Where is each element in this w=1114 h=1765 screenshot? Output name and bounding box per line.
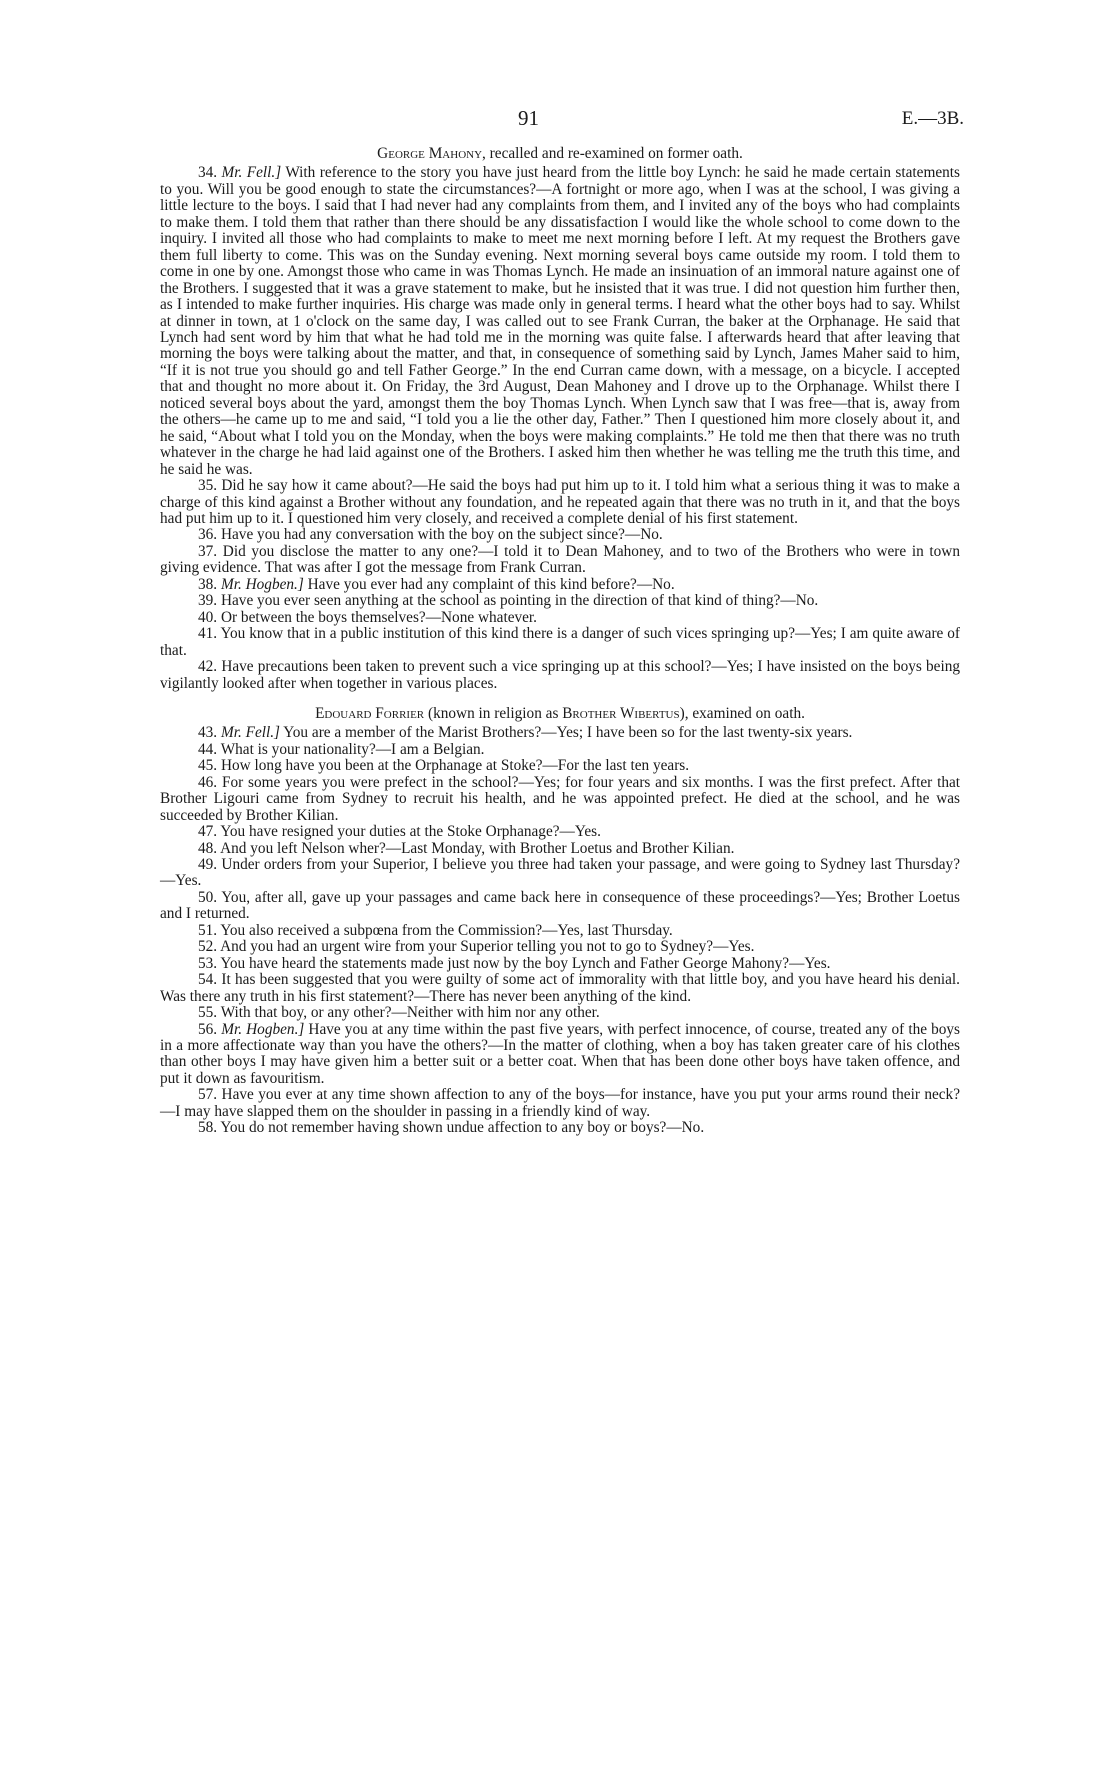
testimony-paragraph [160,923,960,939]
testimony-paragraph [160,939,960,955]
question-number: 46. [198,773,218,791]
question-number: 38. [198,575,218,593]
testimony-paragraph [160,165,960,478]
question-number: 50. [198,888,218,906]
document-reference: E.—3B. [901,108,964,129]
testimony-text: You are a member of the Marist Brothers?—Yes; I have been so for the last twenty-six years. [280,724,853,742]
examiner-name: Mr. Hogben.] [221,1020,305,1038]
testimony-paragraph [160,1005,960,1021]
question-number: 37. [198,542,218,560]
testimony-paragraph [160,577,960,593]
testimony-text: What is your nationality?—I am a Belgian. [220,740,485,758]
question-number: 34. [198,164,218,182]
testimony-text: Have you ever at any time shown affection to any of the boys—for instance, have you put your arms round their neck?—I may have slapped them on the shoulder in passing in a friendly kind of way. [160,1086,960,1120]
testimony-paragraph [160,841,960,857]
testimony-paragraph [160,659,960,692]
testimony-paragraph [160,972,960,1005]
question-number: 56. [198,1020,218,1038]
testimony-paragraph [160,775,960,824]
testimony-text: With reference to the story you have just heard from the little boy Lynch: he said he made certain statements to you. Will you be good enough to state the circumstances?—A fortnight or more ago, when I was at the school, I was giving a little lecture to the boys. I said that I had never had any complaints from them, and I invited any of the boys who had complaints to make them. I told them that rather than there should be any dissatisfaction I would like the whole school to come down to the inquiry. I invited all those who had complaints to make to meet me next morning before I left. At my request the Brothers gave them full liberty to come. This was on the Sunday evening. Next morning several boys came outside my room. I told them to come in one by one. Amongst those who came in was Thomas Lynch. He made an insinuation of an immoral nature against one of the Brothers. I suggested that it was a grave statement to make, but he insisted that it was true. I did not question him further then, as I intended to make further inquiries. His charge was made only in general terms. I heard what the other boys had to say. Whilst at dinner in town, at 1 o'clock on the same day, I was called out to see Frank Curran, the baker at the Orphanage. He said that Lynch had sent word by him that what he had told me in the morning was quite false. I afterwards heard that after leaving that morning the boys were talking about the matter, and that, in consequence of something said by Lynch, James Maher said to him, “If it is not true you should go and tell Father George.” In the end Curran came down, with a message, on a bicycle. I accepted that and thought no more about it. On Friday, the 3rd August, Dean Mahoney and I drove up to the Orphanage. Whilst there I noticed several boys about the yard, amongst them the boy Thomas Lynch. When Lynch saw that I was free—that is, away from the others—he came up to me and said, “I told you a lie the other day, Father.” Then I questioned him more closely about it, and he said, “About what I told you on the Monday, when the boys were making complaints.” He told me then that there was no truth whatever in the charge he had laid against one of the Brothers. I asked him then whether he was telling me the truth this time, and he said he was. [160,164,960,478]
testimony-text: You have resigned your duties at the Stoke Orphanage?—Yes. [220,823,601,841]
testimony-paragraph [160,1120,960,1136]
religious-name: Brother Wibertus [562,704,680,722]
testimony-text: Have precautions been taken to prevent such a vice springing up at this school?—Yes; I have insisted on the boys being vigilantly looked after when together in various places. [160,658,961,692]
witness-name: George Mahony [377,145,483,162]
testimony-paragraph [160,725,960,741]
testimony-paragraph [160,824,960,840]
testimony-text: It has been suggested that you were guilty of some act of immorality with that little boy, and you have heard his denial. Was there any truth in his first statement?—There has never been anything of the kind. [160,971,961,1005]
question-number: 48. [198,839,218,857]
testimony-text: You also received a subpœna from the Commission?—Yes, last Thursday. [220,921,673,939]
question-number: 42. [198,658,218,676]
testimony-paragraph [160,857,960,890]
testimony-paragraph [160,527,960,543]
question-number: 58. [198,1119,218,1137]
testimony-text: You know that in a public institution of this kind there is a danger of such vices springing up?—Yes; I am quite aware of that. [160,625,960,659]
testimony-text: And you left Nelson wher?—Last Monday, with Brother Loetus and Brother Kilian. [220,839,735,857]
testimony-text: And you had an urgent wire from your Superior telling you not to go to Sydney?—Yes. [220,938,755,956]
question-number: 43. [198,724,218,742]
heading-text: , recalled and re-examined on former oath. [482,145,743,162]
testimony-paragraph [160,626,960,659]
testimony-text: Have you ever seen anything at the school as pointing in the direction of that kind of thing?—No. [220,592,819,610]
section-heading-forrier [160,706,960,722]
testimony-text: You have heard the statements made just now by the boy Lynch and Father George Mahony?—Yes. [220,954,831,972]
heading-text: ), examined on oath. [679,704,805,722]
testimony-text: You do not remember having shown undue affection to any boy or boys?—No. [220,1119,705,1137]
question-number: 41. [198,625,218,643]
examiner-name: Mr. Fell.] [220,724,281,742]
testimony-forrier [160,725,960,1136]
testimony-paragraph [160,544,960,577]
testimony-text: With that boy, or any other?—Neither with him nor any other. [220,1004,600,1022]
question-number: 53. [198,954,218,972]
testimony-mahony [160,165,960,692]
testimony-text: Did you disclose the matter to any one?—I told it to Dean Mahoney, and to two of the Brothers who were in town giving evidence. That was after I got the message from Frank Curran. [160,542,960,577]
testimony-text: Did he say how it came about?—He said the boys had put him up to it. I told him what a serious thing it was to make a charge of this kind against a Brother without any foundation, and he repeated again that there was no truth in it, and that the boys had put him up to it. I questioned him very closely, and received a complete denial of his first statement. [160,477,960,527]
question-number: 55. [198,1004,218,1022]
testimony-paragraph [160,1022,960,1088]
question-number: 47. [198,823,218,841]
question-number: 35. [198,477,218,495]
question-number: 45. [198,757,218,775]
question-number: 49. [198,856,218,874]
question-number: 51. [198,921,218,939]
testimony-paragraph [160,593,960,609]
question-number: 36. [198,526,218,544]
question-number: 39. [198,592,218,610]
testimony-text: Have you at any time within the past five years, with perfect innocence, of course, treated any of the boys in a more affectionate way than you have the others?—In the matter of clothing, when a boy has taken greater care of his clothes than other boys I may have given him a better suit or a better coat. When that has been done other boys have taken offence, and put it down as favouritism. [160,1020,960,1087]
testimony-paragraph [160,742,960,758]
testimony-paragraph [160,478,960,527]
page-number: 91 [518,106,539,130]
testimony-paragraph [160,758,960,774]
testimony-text: Have you ever had any complaint of this kind before?—No. [303,575,675,593]
heading-text: (known in religion as [424,704,563,722]
question-number: 52. [198,938,218,956]
testimony-text: For some years you were prefect in the school?—Yes; for four years and six months. I was the first prefect. After that Brother Ligouri came from Sydney to recruit his health, and he was appointed prefect. He died at the school, and he was succeeded by Brother Kilian. [160,773,961,824]
witness-name: Edouard Forrier [315,704,425,722]
section-heading-mahony [160,146,960,162]
testimony-paragraph [160,610,960,626]
examiner-name: Mr. Fell.] [221,164,282,182]
testimony-paragraph [160,890,960,923]
question-number: 40. [198,608,218,626]
testimony-text: How long have you been at the Orphanage at Stoke?—For the last ten years. [220,757,690,775]
testimony-text: You, after all, gave up your passages and came back here in consequence of these proceedings?—Yes; Brother Loetus and I returned. [160,888,960,923]
testimony-text: Have you had any conversation with the boy on the subject since?—No. [220,526,663,544]
testimony-paragraph [160,1087,960,1120]
question-number: 54. [198,971,218,989]
testimony-text: Under orders from your Superior, I believe you three had taken your passage, and were going to Sydney last Thursday?—Yes. [160,856,960,890]
question-number: 57. [198,1086,218,1104]
examiner-name: Mr. Hogben.] [220,575,304,593]
testimony-text: Or between the boys themselves?—None whatever. [220,608,537,626]
question-number: 44. [198,740,218,758]
body-text [160,142,960,1137]
testimony-paragraph [160,956,960,972]
